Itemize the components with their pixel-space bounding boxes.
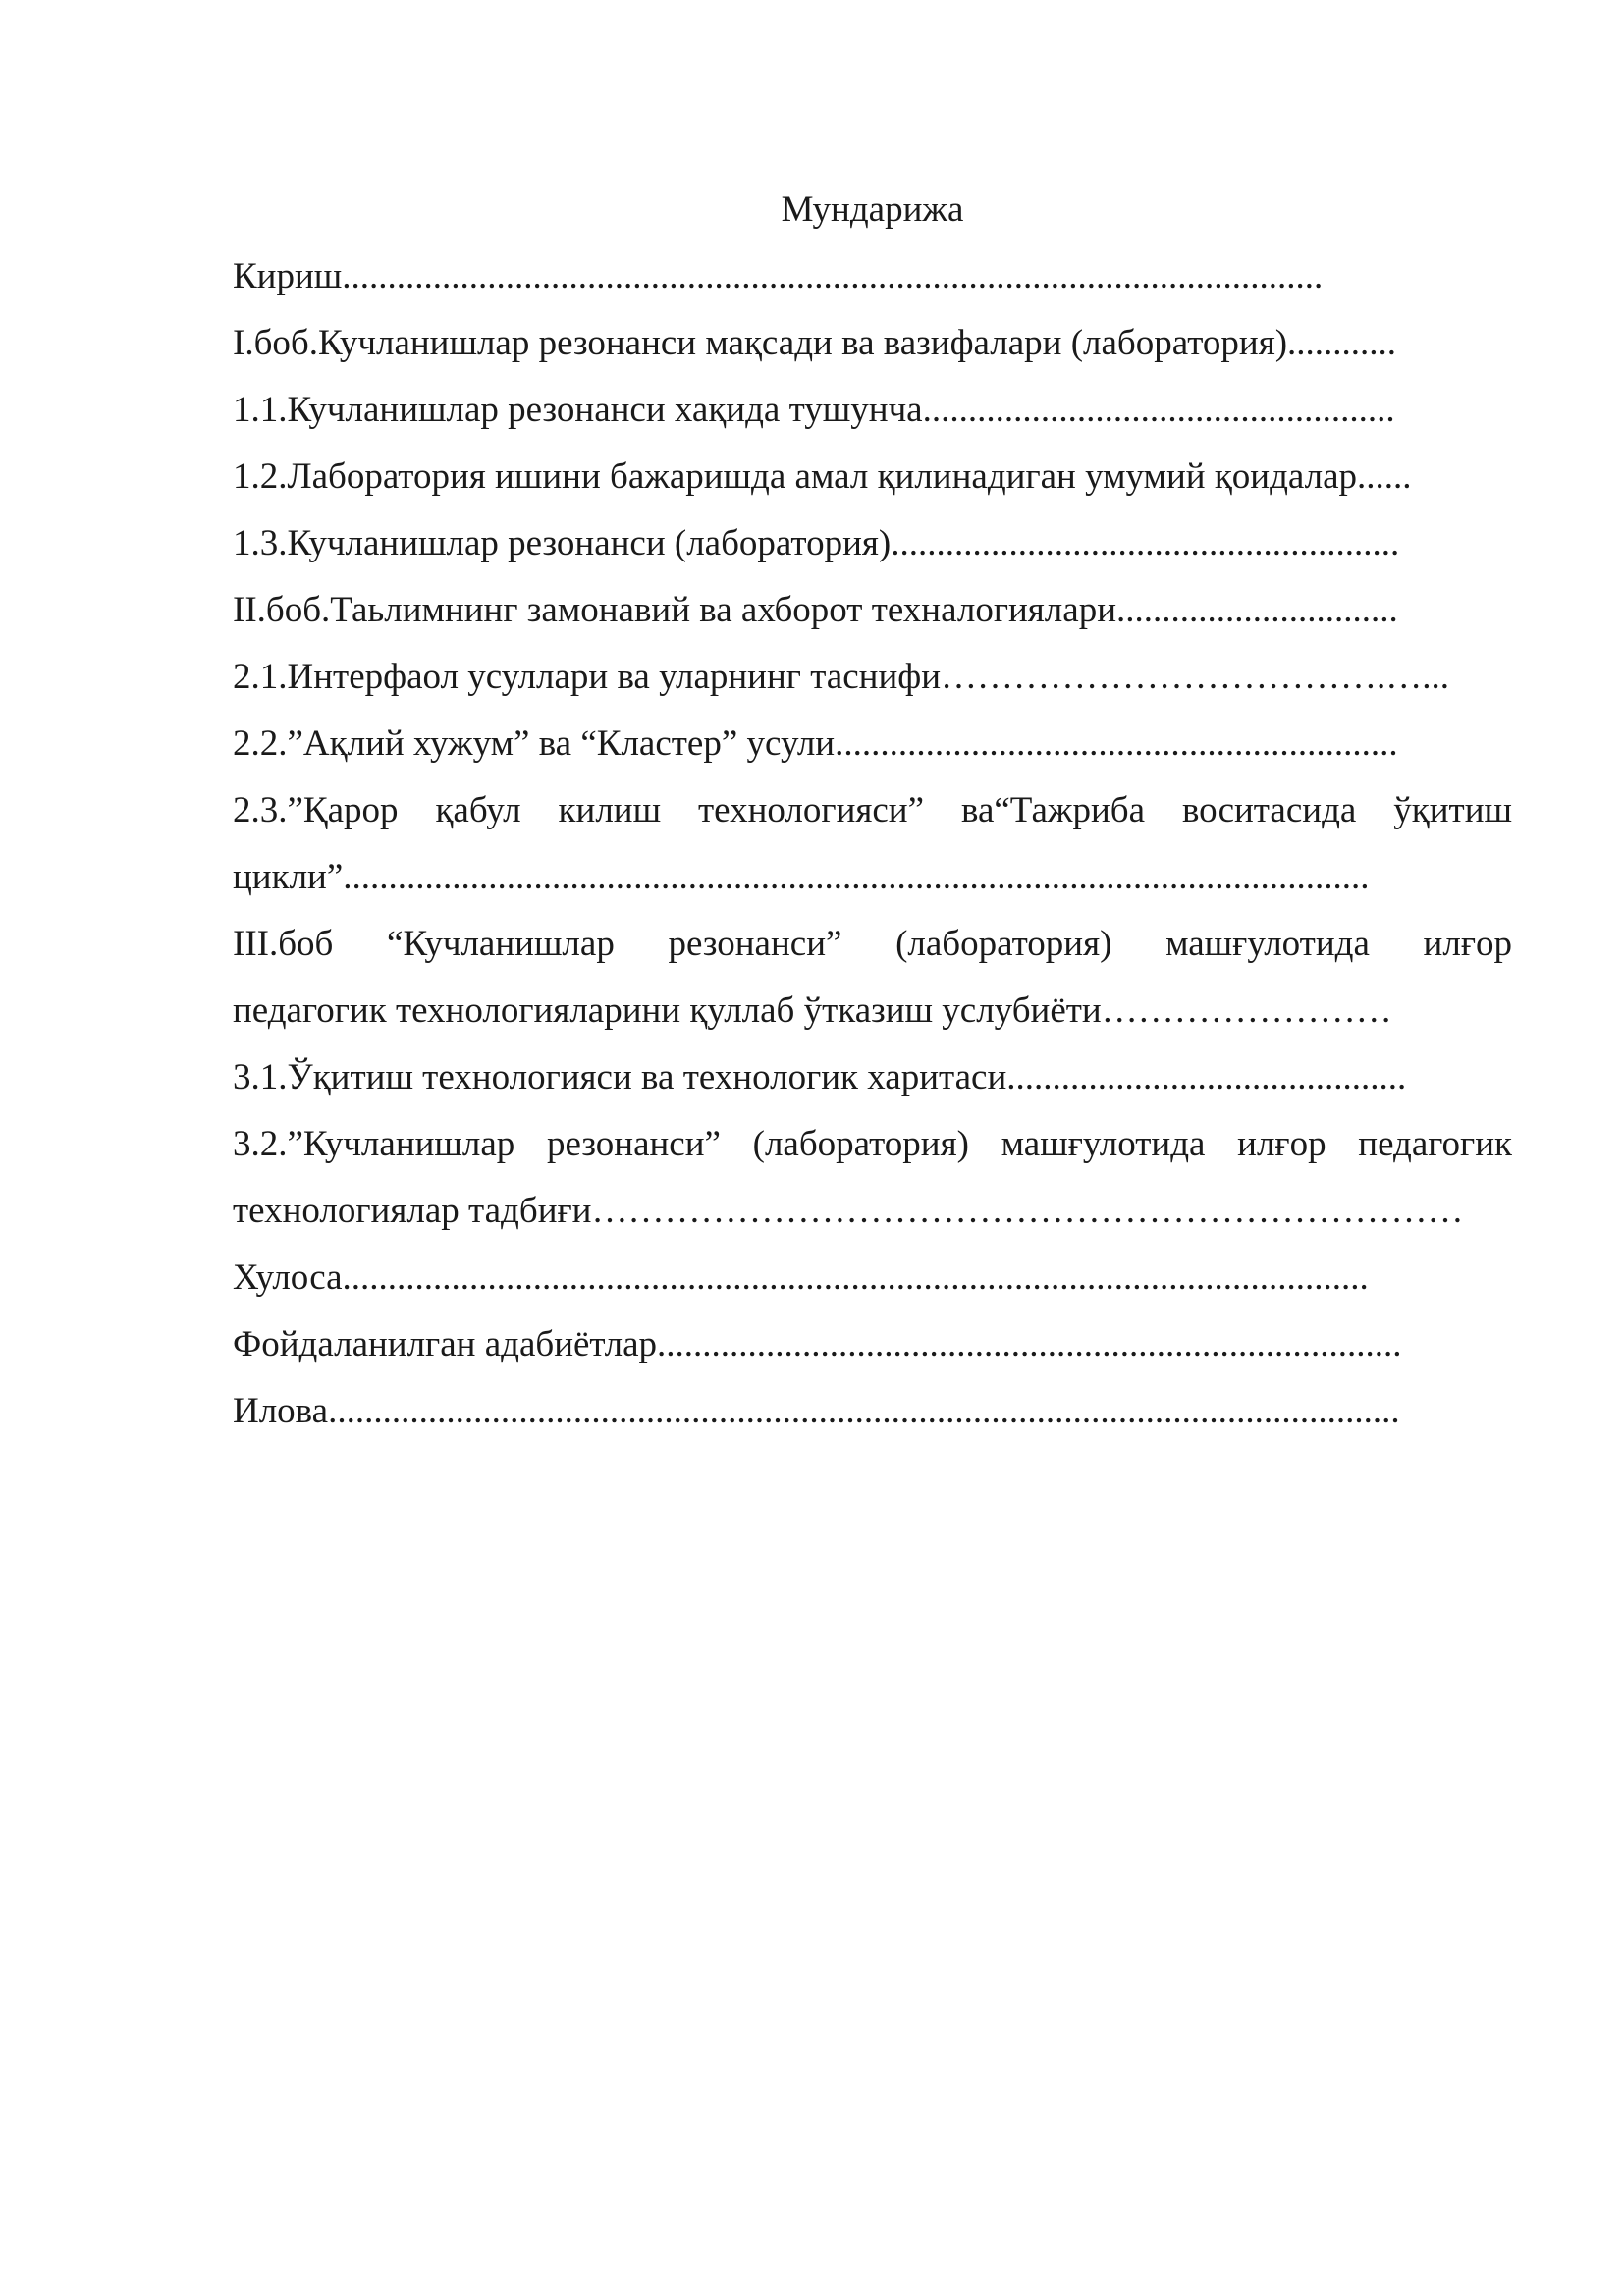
toc-entry-1-2: 1.2.Лаборатория ишини бажаришда амал қилинадиган умумий қоидалар...... bbox=[233, 456, 1412, 497]
toc-entry-2-3-line-2: цикли”................................................................................................................. bbox=[233, 857, 1370, 897]
toc-title: Мундарижа bbox=[781, 189, 964, 230]
toc-entry-2-3-line-1: 2.3.”Қарор қабул килиш технологияси” ва“Тажриба воситасида ўқитиш bbox=[233, 790, 1512, 830]
toc-entry-chapter-1: I.боб.Кучланишлар резонанси мақсади ва вазифалари (лаборатория)............ bbox=[233, 323, 1397, 363]
toc-entry-1-1: 1.1.Кучланишлар резонанси хақида тушунча.................................................... bbox=[233, 390, 1395, 430]
toc-entry-chapter-2: II.боб.Таьлимнинг замонавий ва ахборот техналогиялари............................... bbox=[233, 590, 1398, 630]
toc-entry-2-1: 2.1.Интерфаол усуллари ва уларнинг таснифи……………………………….…... bbox=[233, 657, 1450, 697]
toc-entry-references: Фойдаланилган адабиётлар.................................................................................. bbox=[233, 1324, 1402, 1364]
toc-entry-chapter-3-line-2: педагогик технологияларини қуллаб ўтказиш услубиёти…………………… bbox=[233, 990, 1392, 1031]
toc-entry-appendix: Илова...................................................................................................................... bbox=[233, 1391, 1400, 1431]
toc-entry-3-1: 3.1.Ўқитиш технологияси ва технологик харитаси............................................ bbox=[233, 1057, 1407, 1097]
toc-entry-3-2-line-2: технологиялар тадбиғи……………………………………………………………… bbox=[233, 1191, 1464, 1231]
toc-entry-conclusion: Хулоса................................................................................................................. bbox=[233, 1257, 1369, 1298]
table-of-contents bbox=[233, 177, 1512, 1445]
toc-entry-2-2: 2.2.”Ақлий хужум” ва “Кластер” усули.............................................................. bbox=[233, 723, 1398, 764]
toc-entry-1-3: 1.3.Кучланишлар резонанси (лаборатория)........................................................ bbox=[233, 523, 1400, 563]
toc-entry-3-2-line-1: 3.2.”Кучланишлар резонанси” (лаборатория) машғулотида илғор педагогик bbox=[233, 1124, 1512, 1164]
toc-entry-introduction: Кириш............................................................................................................ bbox=[233, 256, 1324, 296]
toc-entry-chapter-3-line-1: III.боб “Кучланишлар резонанси” (лаборатория) машғулотида илғор bbox=[233, 924, 1512, 964]
